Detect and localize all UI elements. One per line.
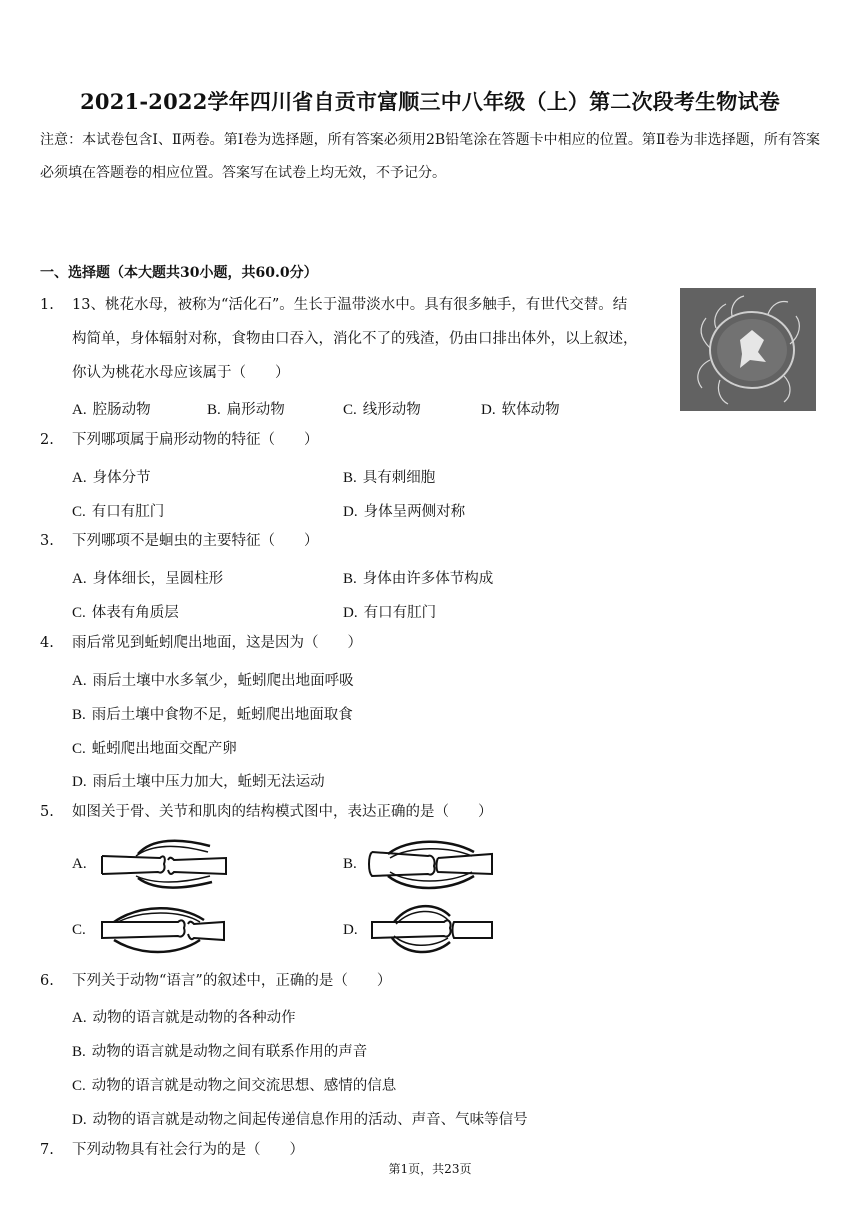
question-number: 4. [40, 635, 54, 651]
option-letter: C. [343, 402, 357, 418]
option-letter: D. [343, 605, 358, 621]
option-letter: B. [207, 402, 221, 418]
option-text: 动物的语言就是动物之间有联系作用的声音 [91, 1044, 368, 1060]
option-text: 雨后土壤中食物不足，蚯蚓爬出地面取食 [91, 707, 353, 723]
question-number: 5. [40, 804, 54, 820]
question-text-line: 下列动物具有社会行为的是（ ） [72, 1142, 304, 1158]
question-number: 3. [40, 533, 54, 549]
option-letter: B. [72, 707, 86, 723]
option-c [343, 398, 421, 419]
option-c [72, 737, 237, 758]
option-text: 有口有肛门 [363, 605, 437, 621]
option-letter: A. [72, 856, 87, 872]
option-letter: A. [72, 470, 87, 486]
question-text-line: 如图关于骨、关节和肌肉的结构模式图中，表达正确的是（ ） [72, 804, 493, 820]
option-letter: B. [343, 571, 357, 587]
option-b [72, 703, 353, 724]
option-d [343, 601, 436, 622]
option-text: 体表有角质层 [91, 605, 179, 621]
option-letter: B. [343, 470, 357, 486]
option-a [72, 567, 223, 588]
option-text: 蚯蚓爬出地面交配产卵 [91, 741, 237, 757]
question-text-line: 构简单，身体辐射对称，食物由口吞入，消化不了的残渣，仍由口排出体外，以上叙述， [72, 331, 638, 347]
option-letter: B. [343, 856, 357, 872]
bone-joint-diagram-d [370, 900, 500, 960]
option-a [72, 466, 151, 487]
option-d [72, 1108, 528, 1129]
paper-title: 2021-2022学年四川省自贡市富顺三中八年级（上）第二次段考生物试卷 [80, 89, 780, 114]
question-number: 6. [40, 973, 54, 989]
option-letter: D. [343, 922, 358, 938]
question-text-line: 下列哪项属于扁形动物的特征（ ） [72, 432, 319, 448]
option-text: 有口有肛门 [91, 504, 165, 520]
option-b [72, 1040, 367, 1061]
option-text: 身体由许多体节构成 [362, 571, 494, 587]
option-c [72, 601, 179, 622]
option-letter: A. [72, 571, 87, 587]
question-number: 1. [40, 297, 54, 313]
jellyfish-photo [680, 288, 816, 411]
option-letter: C. [72, 605, 86, 621]
option-text: 扁形动物 [226, 402, 285, 418]
question-text-line: 13、桃花水母，被称为“活化石”。生长于温带淡水中。具有很多触手，有世代交替。结 [72, 297, 628, 313]
bone-joint-diagram-a [100, 836, 230, 896]
question-text-line: 你认为桃花水母应该属于（ ） [72, 365, 290, 381]
option-letter: D. [72, 774, 87, 790]
option-a [72, 1006, 296, 1027]
option-text: 腔肠动物 [92, 402, 151, 418]
option-letter: C. [72, 1078, 86, 1094]
option-d [343, 922, 364, 939]
question-number: 7. [40, 1142, 54, 1158]
option-b [207, 398, 285, 419]
option-letter: B. [72, 1044, 86, 1060]
option-letter: A. [72, 673, 87, 689]
option-b [343, 567, 493, 588]
option-letter: D. [481, 402, 496, 418]
option-letter: A. [72, 1010, 87, 1026]
option-text: 具有刺细胞 [362, 470, 436, 486]
option-text: 雨后土壤中压力加大，蚯蚓无法运动 [92, 774, 325, 790]
option-text: 动物的语言就是动物之间交流思想、感情的信息 [91, 1078, 397, 1094]
option-text: 线形动物 [362, 402, 421, 418]
option-letter: C. [72, 504, 86, 520]
section-heading: 一、选择题（本大题共30小题，共60.0分） [40, 265, 318, 281]
option-letter: D. [343, 504, 358, 520]
option-letter: C. [72, 922, 86, 938]
option-letter: C. [72, 741, 86, 757]
question-text-line: 雨后常见到蚯蚓爬出地面，这是因为（ ） [72, 635, 362, 651]
bone-joint-diagram-c [100, 900, 230, 960]
page-footer: 第1页，共23页 [388, 1162, 472, 1176]
option-text: 身体细长，呈圆柱形 [92, 571, 224, 587]
option-c [72, 922, 92, 939]
bone-joint-diagram-b [368, 836, 498, 896]
option-text: 身体呈两侧对称 [363, 504, 466, 520]
option-d [481, 398, 560, 419]
option-b [343, 466, 435, 487]
option-text: 雨后土壤中水多氧少，蚯蚓爬出地面呼吸 [92, 673, 354, 689]
option-d [72, 770, 325, 791]
option-c [72, 1074, 396, 1095]
option-d [343, 500, 465, 521]
question-number: 2. [40, 432, 54, 448]
option-text: 身体分节 [92, 470, 151, 486]
option-b [343, 856, 363, 873]
option-a [72, 856, 93, 873]
option-a [72, 398, 151, 419]
question-text-line: 下列关于动物“语言”的叙述中，正确的是（ ） [72, 973, 392, 989]
question-text-line: 下列哪项不是蛔虫的主要特征（ ） [72, 533, 319, 549]
option-a [72, 669, 354, 690]
option-text: 软体动物 [501, 402, 560, 418]
option-text: 动物的语言就是动物之间起传递信息作用的活动、声音、气味等信号 [92, 1112, 528, 1128]
exam-notice: 注意：本试卷包含Ⅰ、Ⅱ两卷。第Ⅰ卷为选择题，所有答案必须用2B铅笔涂在答题卡中相应的位置。第Ⅱ卷为非选择题，所有答案必须填在答题卷的相应位置。答案写在试卷上均无效，不予记分。 [40, 132, 820, 181]
option-c [72, 500, 164, 521]
option-letter: A. [72, 402, 87, 418]
option-text: 动物的语言就是动物的各种动作 [92, 1010, 296, 1026]
option-letter: D. [72, 1112, 87, 1128]
